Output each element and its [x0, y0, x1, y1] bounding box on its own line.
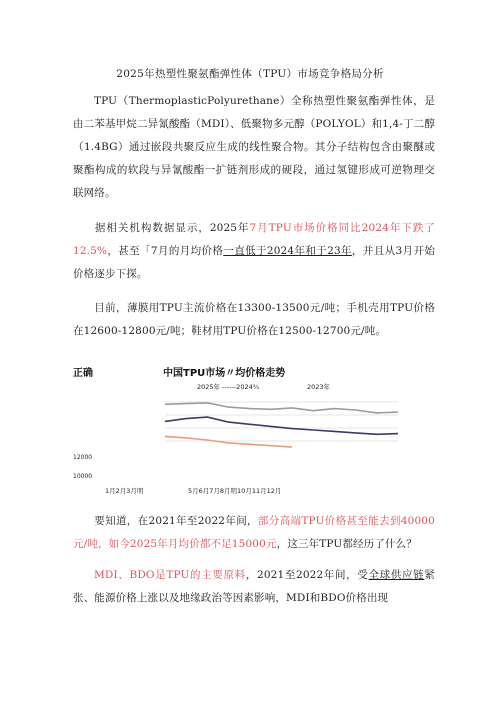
price-trend-chart [73, 360, 433, 500]
p4-highlight: 部分高端TPU价格甚至能去到40000元/吨，如今2025年月均价都不足15000元 [73, 515, 435, 550]
y-tick-label: 10000 [73, 473, 93, 480]
paragraph-intro-text: TPU（ThermoplasticPolyurethane）全称热塑性聚氨酯弹性体，是由二苯基甲烷二异氰酸酯（MDI）、低聚物多元醇（POLYOL）和1,4-丁二醇（1.4BG）通过嵌段共聚反应生成的线性聚合物。其分子结构包含由聚醚或聚酯构成的软段与异氰酸酯一扩链剂形成的硬段，通过氢键形成可逆物理交联网络。 [73, 95, 435, 199]
p2-text-e: ，并且从3月开始价格逐步下探。 [73, 245, 435, 280]
chart-legend-left: 2025年 ------2024¾ [197, 383, 260, 391]
p5-underline: 全球供应链 [368, 569, 425, 581]
series-line-0 [165, 403, 398, 413]
p4-text-a: 要知道，在2021年至2022年间， [94, 515, 258, 527]
document-title: 2025年热塑性聚氨酯弹性体（TPU）市场竞争格局分析 [116, 68, 384, 80]
chart-plot-area [73, 360, 433, 500]
paragraph-raw-materials [73, 564, 435, 610]
p2-text-a: 据相关机构数据显示，2025年 [94, 222, 250, 234]
p5-highlight: MDI、BDO是TPU的主要原料 [94, 569, 246, 581]
chart-corner-label: 正确 [73, 368, 93, 379]
y-tick-label: 12000 [73, 454, 93, 461]
paragraph-intro [73, 90, 435, 205]
x-axis-labels-left: 1月2月3月明 [105, 487, 144, 495]
paragraph-current-prices-text: 目前，薄膜用TPU主流价格在13300-13500元/吨；手机壳用TPU价格在12600-12800元/吨；鞋材用TPU价格在12500-12700元/吨。 [73, 302, 435, 337]
paragraph-history [73, 510, 435, 556]
paragraph-price-drop [73, 217, 435, 286]
p4-text-c: ，这三年TPU都经历了什么？ [276, 538, 417, 550]
p5-text-b: ，2021至2022年间，受 [245, 569, 369, 581]
chart-title: 中国TPU市场〃均价格走势 [163, 368, 286, 379]
p2-underline: 一直低于2024年和于23年 [223, 245, 352, 257]
chart-legend-right: 2023年 [307, 383, 331, 391]
p2-highlight: 7月TPU市场价格同比2024年下跌了12.5% [73, 222, 435, 257]
p2-text-c: ，甚至「7月的月均价格 [107, 245, 224, 257]
p5-text-d: 紧张、能源价格上涨以及地缘政治等因素影响，MDI和BDO价格出现 [73, 569, 435, 604]
series-line-1 [165, 417, 398, 434]
series-line-2 [165, 436, 292, 447]
x-axis-labels-right: 5月6月7月8月明10月11月12月 [188, 487, 282, 495]
paragraph-current-prices [73, 297, 435, 343]
